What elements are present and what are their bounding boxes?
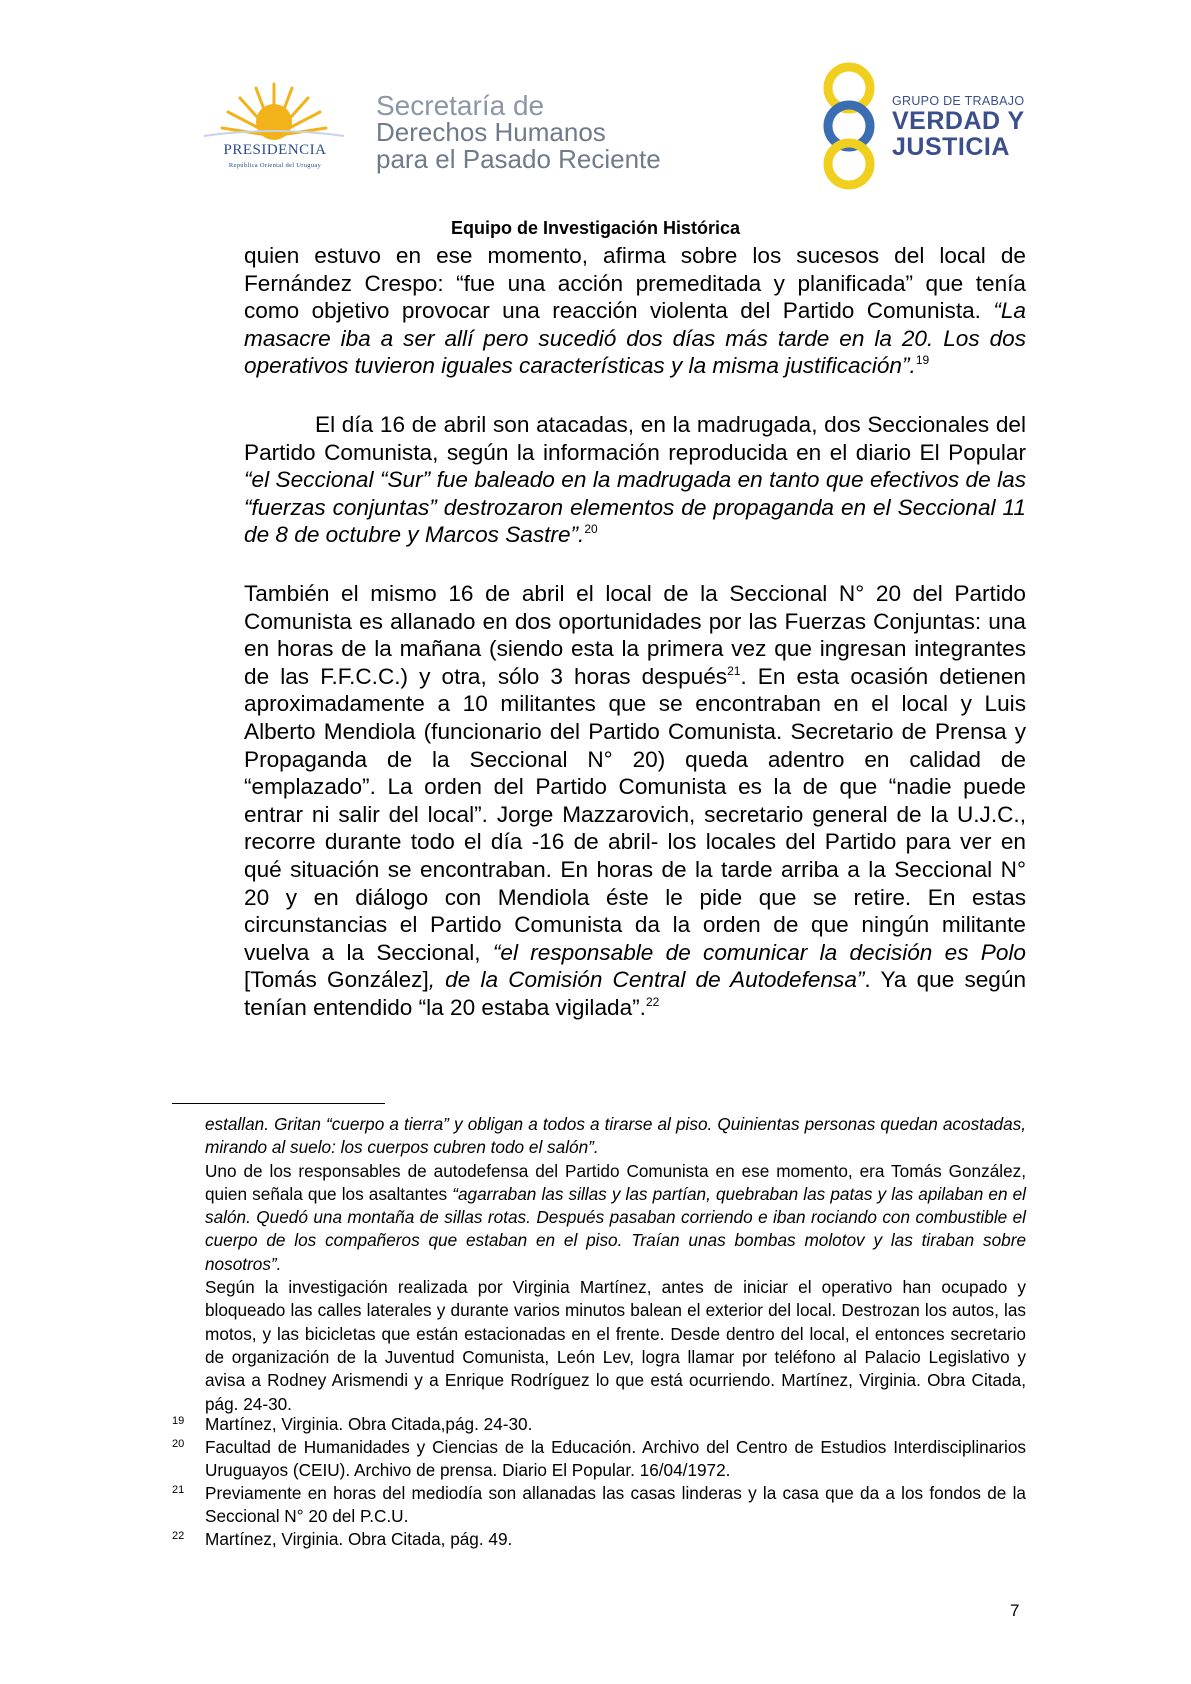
- footnote-text: Martínez, Virginia. Obra Citada,pág. 24-30.: [205, 1414, 533, 1434]
- footnote-continuation: [205, 1113, 1026, 1416]
- p2-quote: “el Seccional “Sur” fue baleado en la madrugada en tanto que efectivos de las “fuerzas conjuntas” destrozaron elementos de propaganda en el Seccional 11 de 8 de octubre y Marcos Sastre”.: [244, 467, 1026, 548]
- footnote-ref-20[interactable]: 20: [584, 522, 598, 537]
- footnote-separator: [172, 1103, 385, 1104]
- footnote-ref-19[interactable]: 19: [915, 353, 930, 368]
- fn-cont-quote-2: “agarraban las sillas y las partían, quebraban las patas y las apilaban en el salón. Quedó una montaña de sillas rotas. Después pasaban corriendo e iban rociando con combustible el cuerpo de los compañeros que estaban en el piso. Traían unas bombas molotov y las tiraban sobre nosotros”.: [205, 1183, 1027, 1274]
- team-title: Equipo de Investigación Histórica: [450, 218, 741, 238]
- footnote-number: 20: [172, 1438, 185, 1450]
- p3-quote-1: “el responsable de comunicar la decisión es Polo: [492, 939, 1026, 965]
- fn-cont-text-2: Uno de los responsables de autodefensa del Partido Comunista en ese momento, era Tomás González, quien señala que los asaltantes: [205, 1160, 1026, 1204]
- page-header: [0, 0, 1191, 200]
- grupo-line-3: JUSTICIA: [892, 133, 1010, 161]
- p2-text: El día 16 de abril son atacadas, en la madrugada, dos Seccionales del Partido Comunista, según la información reproducida en el diario El Popular: [244, 412, 1026, 465]
- footnote-number: 21: [172, 1484, 185, 1496]
- footnote-21: [172, 1482, 1026, 1529]
- secretaria-title: [376, 92, 661, 173]
- footnote-text: Previamente en horas del mediodía son allanadas las casas linderas y la casa que da a los fondos de la Seccional N° 20 del P.C.U.: [205, 1483, 1026, 1527]
- p3-text-4: . Ya que según tenían entendido “la 20 estaba vigilada”.: [244, 967, 1027, 1020]
- p1-text: quien estuvo en ese momento, afirma sobre los sucesos del local de Fernández Crespo: “fue una acción premeditada y planificada” que tenía como objetivo provocar una reacción violenta del Partido Comunista.: [244, 243, 1026, 324]
- footnote-text: Martínez, Virginia. Obra Citada, pág. 49.: [205, 1529, 513, 1549]
- grupo-line-1: GRUPO DE TRABAJO: [892, 94, 1025, 108]
- p3-text-3: [Tomás González]: [244, 967, 429, 993]
- p3-quote-2: , de la Comisión Central de Autodefensa”: [428, 967, 865, 993]
- footnote-19: [172, 1413, 1026, 1436]
- paragraph-2: [244, 411, 1026, 549]
- p3-text-1: También el mismo 16 de abril el local de la Seccional N° 20 del Partido Comunista es allanado en dos oportunidades por las Fuerzas Conjuntas: una en horas de la mañana (siendo esta la primera vez que ingresan integrantes de las F.F.C.C.) y otra, sólo 3 horas después: [244, 581, 1026, 689]
- secretaria-line-2: Derechos Humanos: [376, 117, 606, 147]
- footnote-ref-22[interactable]: 22: [645, 994, 660, 1009]
- footnote-22: [172, 1528, 1026, 1551]
- secretaria-line-1: Secretaría de: [376, 90, 545, 121]
- footnote-text: Facultad de Humanidades y Ciencias de la Educación. Archivo del Centro de Estudios Interdisciplinarios Uruguayos (CEIU). Archivo de prensa. Diario El Popular. 16/04/1972.: [205, 1437, 1026, 1481]
- paragraph-1: [244, 242, 1026, 380]
- footnote-ref-21[interactable]: 21: [727, 663, 741, 678]
- footnote-number: 19: [172, 1415, 185, 1427]
- footnote-number: 22: [172, 1530, 185, 1542]
- fn-cont-quote-1: estallan. Gritan “cuerpo a tierra” y obligan a todos a tirarse al piso. Quinientas personas quedan acostadas, mirando al suelo: los cuerpos cubren todo el salón”.: [205, 1114, 1026, 1158]
- verdad-justicia-rings-logo: [811, 62, 887, 190]
- presidencia-subtitle: República Oriental del Uruguay: [228, 162, 322, 169]
- page-number: 7: [1010, 1601, 1020, 1620]
- secretaria-line-3: para el Pasado Reciente: [376, 144, 661, 174]
- paragraph-3: [244, 580, 1026, 1022]
- grupo-line-2: VERDAD Y: [892, 107, 1025, 135]
- presidencia-wordmark: PRESIDENCIA: [223, 142, 327, 158]
- fn-cont-text-3: Según la investigación realizada por Virginia Martínez, antes de iniciar el operativo han ocupado y bloqueado las calles laterales y durante varios minutos balean el exterior del local. Destrozan los autos, las motos, y las bicicletas que están estacionadas en el frente. Desde dentro del local, el entonces secretario de organización de la Juventud Comunista, León Lev, logra llamar por teléfono al Palacio Legislativo y avisa a Rodney Arismendi y a Enrique Rodríguez lo que está ocurriendo. Martínez, Virginia. Obra Citada, pág. 24-30.: [205, 1277, 1026, 1414]
- grupo-trabajo-title: [892, 94, 1025, 160]
- p1-quote: “La masacre iba a ser allí pero sucedió dos días más tarde en la 20. Los dos operativos tuvieron iguales características y la misma justificación”.: [244, 298, 1026, 379]
- footnote-20: [172, 1436, 1026, 1483]
- p3-text-2: . En esta ocasión detienen aproximadamente a 10 militantes que se encontraban en el local y Luis Alberto Mendiola (funcionario del Partido Comunista. Secretario de Prensa y Propaganda de la Seccional N° 20) queda adentro en calidad de “emplazado”. La orden del Partido Comunista es la de que “nadie puede entrar ni salir del local”. Jorge Mazzarovich, secretario general de la U.J.C., recorre durante todo el día -16 de abril- los locales del Partido para ver en qué situación se encontraban. En horas de la tarde arriba a la Seccional N° 20 y en diálogo con Mendiola éste le pide que se retire. En estas circunstancias el Partido Comunista da la orden de que ningún militante vuelva a la Seccional,: [244, 663, 1026, 965]
